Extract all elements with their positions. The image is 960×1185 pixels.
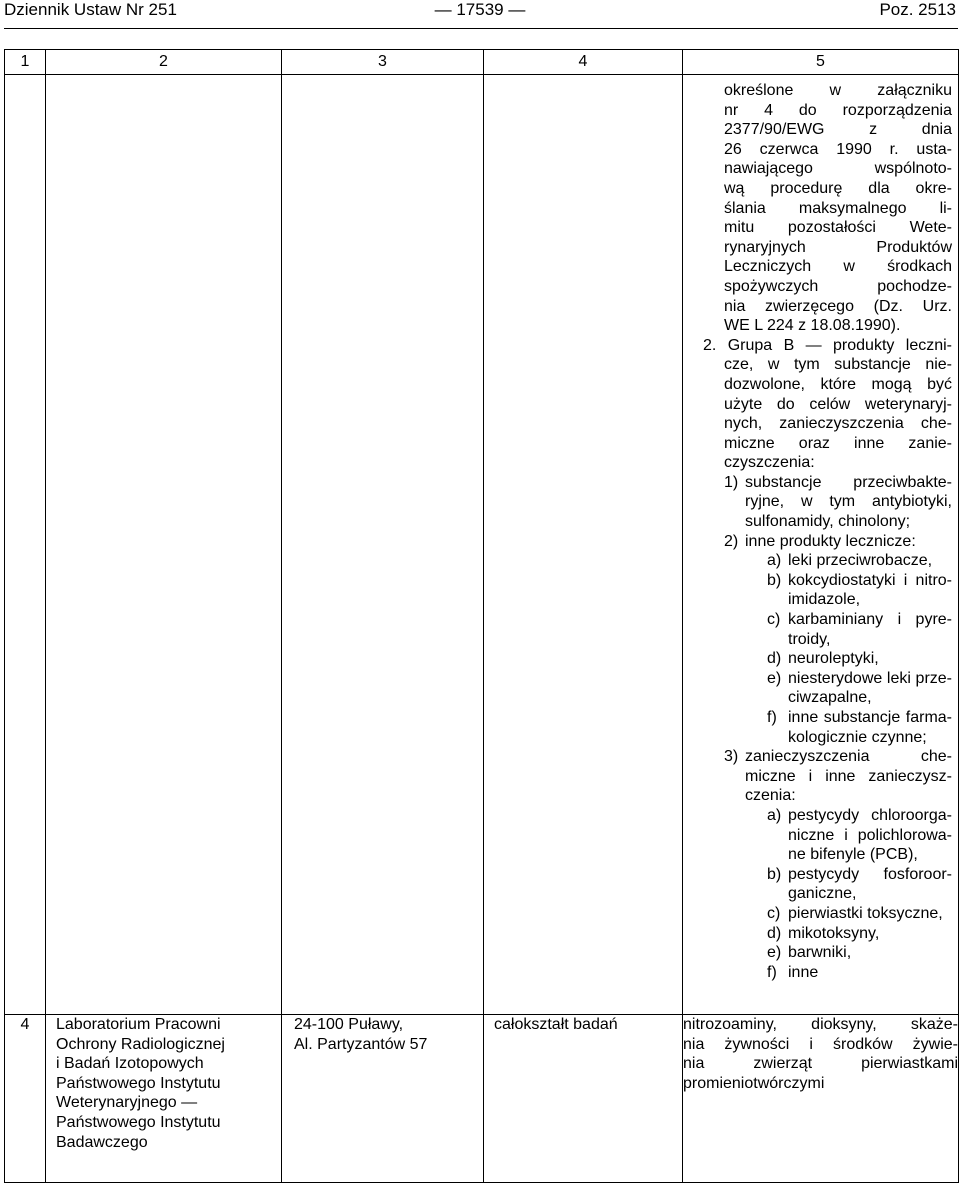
column-number: 2 (46, 50, 282, 75)
scope-details-text (724, 81, 952, 336)
list-item (724, 865, 952, 904)
text-line: wą procedurę dla okre- (724, 179, 952, 197)
list-marker: b) (767, 865, 782, 883)
column-number: 3 (282, 50, 484, 75)
text-line: nr 4 do rozporządzenia (724, 101, 952, 119)
list-item (724, 963, 952, 983)
text-line: czyszczenia: (724, 454, 815, 472)
list-item (724, 551, 952, 571)
text-line: zanieczyszczenia che- (745, 748, 952, 766)
text-line: WE L 224 z 18.08.1990). (724, 317, 901, 335)
lab-address (294, 1015, 483, 1054)
scope-cell: całokształt badań (484, 1015, 683, 1183)
text-line: promieniotwórczymi (683, 1074, 825, 1092)
text-line: Państwowego Instytutu (56, 1113, 221, 1131)
text-line: kokcydiostatyki i nitro- (788, 571, 952, 589)
text-line: Państwowego Instytutu (56, 1074, 221, 1092)
text-line: czenia: (745, 787, 796, 805)
list-marker: a) (767, 806, 782, 824)
list-marker: f) (767, 709, 777, 726)
list-marker: d) (767, 650, 782, 668)
text-line: niesterydowe leki prze- (788, 669, 952, 687)
text-line: mikotoksyny, (788, 924, 880, 942)
list-marker: 3) (724, 748, 739, 766)
text-line: leki przeciwrobacze, (788, 552, 933, 570)
list-marker: b) (767, 571, 782, 589)
text-line: ne bifenyle (PCB), (788, 846, 918, 864)
text-line: imidazole, (788, 591, 861, 609)
text-line: 26 czerwca 1990 r. usta- (724, 140, 952, 158)
text-line: Badawczego (56, 1133, 148, 1151)
table-row-continued (5, 75, 959, 1015)
lab-name-cell (46, 1015, 282, 1183)
header-rule (4, 28, 958, 29)
text-line: nia zwierząt pierwiastkami (683, 1055, 958, 1073)
table-cell (484, 75, 683, 1015)
scope-details-cell (683, 75, 959, 1015)
text-line: ganiczne, (788, 885, 857, 903)
journal-title: Dziennik Ustaw Nr 251 (4, 0, 177, 19)
list-marker: e) (767, 944, 782, 962)
text-line: Ochrony Radiologicznej (56, 1035, 225, 1053)
lab-name (56, 1015, 281, 1152)
text-line: sulfonamidy, chinolony; (745, 513, 911, 531)
list-marker: c) (767, 611, 781, 629)
list-item (724, 669, 952, 708)
text-line: kologicznie czynne; (788, 728, 927, 746)
text-line: pestycydy fosforoor- (788, 865, 952, 883)
list-item (724, 806, 952, 865)
registry-table (4, 49, 959, 1183)
list-item (724, 571, 952, 610)
address-cell (282, 1015, 484, 1183)
text-line: nitrozoaminy, dioksyny, skaże- (683, 1016, 958, 1033)
list-item (724, 610, 952, 649)
detail-cell (683, 1015, 959, 1183)
row-number: 4 (5, 1015, 46, 1183)
list-marker: 2) (724, 532, 739, 550)
list-item (724, 943, 952, 963)
text-line: miczne i inne zanieczysz- (745, 767, 952, 785)
text-line: Laboratorium Pracowni (56, 1016, 221, 1033)
page-header (0, 0, 960, 22)
text-line: neuroleptyki, (788, 650, 879, 668)
text-line: ciwzapalne, (788, 689, 872, 707)
text-line: 2377/90/EWG z dnia (724, 121, 952, 139)
lab-detail (683, 1015, 958, 1093)
list-item (724, 747, 952, 806)
list-item (724, 924, 952, 944)
column-number: 1 (5, 50, 46, 75)
table-cell (5, 75, 46, 1015)
table-cell (46, 75, 282, 1015)
table-cell (282, 75, 484, 1015)
list-marker: a) (767, 552, 782, 570)
column-number: 5 (683, 50, 959, 75)
text-line: karbaminiany i pyre- (788, 611, 952, 629)
text-line: dozwolone, które mogą być (724, 375, 952, 393)
text-line: troidy, (788, 630, 831, 648)
text-line: Al. Partyzantów 57 (294, 1035, 428, 1053)
position-number: Poz. 2513 (879, 0, 956, 19)
list-item (724, 904, 952, 924)
text-line: pierwiastki toksyczne, (788, 904, 943, 922)
list-item (724, 532, 952, 552)
text-line: inne (788, 963, 819, 981)
text-line: pestycydy chloroorga- (788, 806, 952, 824)
text-line: barwniki, (788, 944, 852, 962)
list-marker: c) (767, 904, 781, 922)
text-line: miczne oraz inne zanie- (724, 434, 952, 452)
text-line: ryjne, w tym antybiotyki, (745, 493, 952, 511)
text-line: nia zwierzęcego (Dz. Urz. (724, 297, 952, 315)
text-line: Leczniczych w środkach (724, 258, 952, 276)
text-line: mitu pozostałości Wete- (724, 219, 952, 237)
text-line: inne substancje farma- (788, 709, 952, 726)
text-line: nych, zanieczyszczenia che- (724, 415, 952, 433)
text-line: 2. Grupa B — produkty leczni- (703, 336, 952, 354)
text-line: ślania maksymalnego li- (724, 199, 952, 217)
text-line: niczne i polichlorowa- (788, 826, 952, 844)
group-b-paragraph (703, 336, 952, 473)
text-line: określone w załączniku (724, 82, 952, 99)
table-row (5, 1015, 959, 1183)
column-number-row (5, 50, 959, 75)
list-item (724, 649, 952, 669)
text-line: nia żywności i środków żywie- (683, 1035, 958, 1053)
list-marker: f) (767, 963, 777, 981)
group-b-list (724, 473, 952, 982)
text-line: Weterynaryjnego — (56, 1094, 198, 1112)
text-line: spożywczych pochodze- (724, 277, 952, 295)
text-line: użyte do celów weterynaryj- (724, 395, 952, 413)
text-line: substancje przeciwbakte- (745, 473, 952, 491)
list-marker: d) (767, 924, 782, 942)
text-line: 24-100 Puławy, (294, 1016, 404, 1033)
list-item (724, 473, 952, 532)
text-line: nawiającego wspólnoto- (724, 160, 952, 178)
text-line: rynaryjnych Produktów (724, 238, 952, 256)
page-number: — 17539 — (434, 0, 526, 19)
list-marker: e) (767, 669, 782, 687)
text-line: cze, w tym substancje nie- (724, 356, 952, 374)
column-number: 4 (484, 50, 683, 75)
text-line: inne produkty lecznicze: (745, 532, 916, 550)
text-line: i Badań Izotopowych (56, 1055, 204, 1073)
list-item (724, 708, 952, 747)
list-marker: 1) (724, 473, 739, 491)
